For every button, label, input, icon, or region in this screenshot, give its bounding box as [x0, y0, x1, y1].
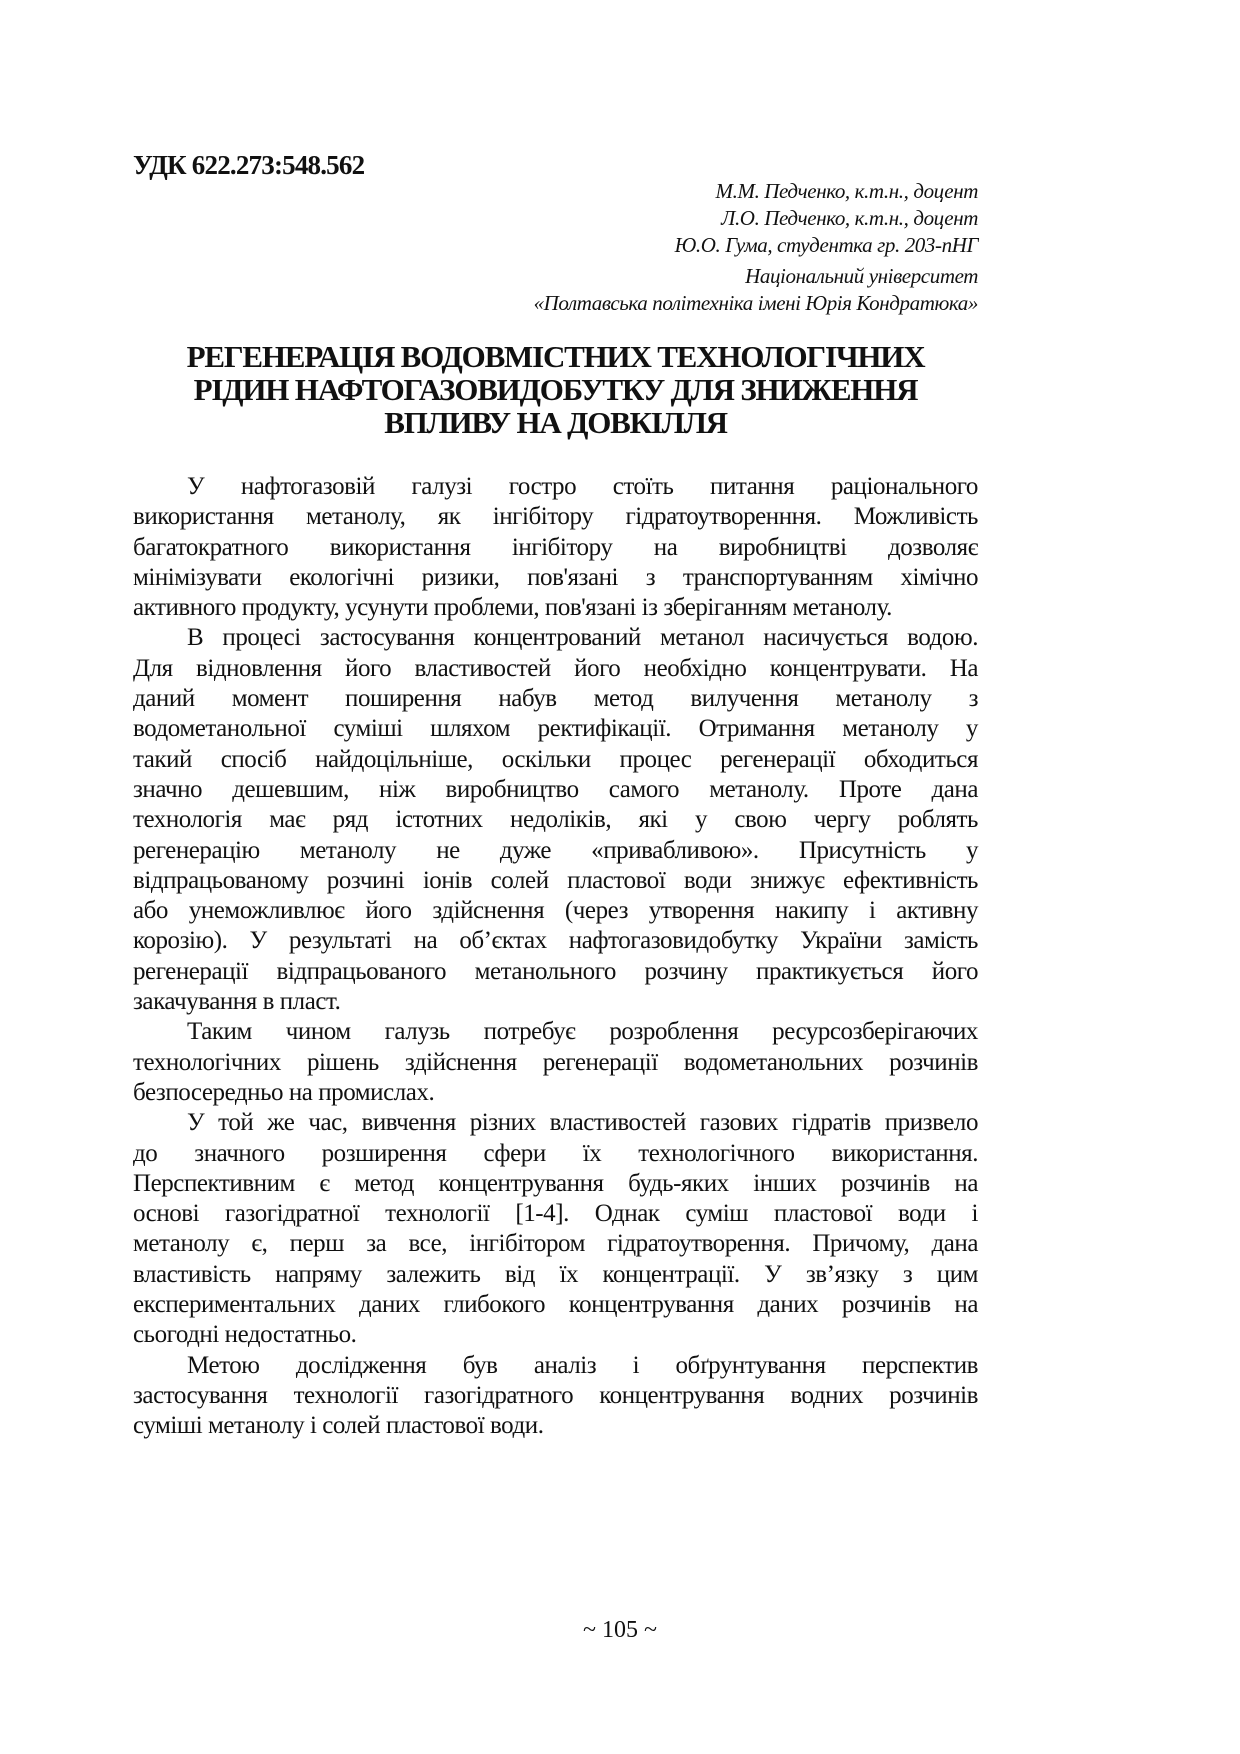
- text-line: значно дешевшим, ніж виробництво самого метанолу. Проте дана: [133, 775, 978, 803]
- paragraph: [133, 1351, 978, 1442]
- text-line: закачування в пласт.: [133, 988, 341, 1016]
- text-line: водометанольної суміші шляхом ректифікації. Отримання метанолу у: [133, 715, 978, 743]
- title-line: РЕГЕНЕРАЦІЯ ВОДОВМІСТНИХ ТЕХНОЛОГІЧНИХ: [186, 339, 925, 374]
- text-line: застосування технології газогідратного концентрування водних розчинів: [133, 1381, 978, 1409]
- text-line: відпрацьованому розчині іонів солей пластової води знижує ефективність: [133, 866, 978, 894]
- text-line: до значного розширення сфери їх технологічного використання.: [133, 1139, 978, 1167]
- text-line: багатократного використання інгібітору на виробництві дозволяє: [133, 533, 978, 561]
- body-text: [133, 472, 978, 1442]
- text-line: або унеможливлює його здійснення (через утворення накипу і активну: [133, 897, 978, 925]
- text-line: У той же час, вивчення різних властивостей газових гідратів призвело: [187, 1109, 978, 1137]
- paragraph: [133, 1108, 978, 1350]
- author: Ю.О. Гума, студентка гр. 203-пНГ: [674, 233, 978, 257]
- page-number: ~ 105 ~: [583, 1617, 657, 1643]
- author: М.М. Педченко, к.т.н., доцент: [715, 179, 978, 203]
- title-line: РІДИН НАФТОГАЗОВИДОБУТКУ ДЛЯ ЗНИЖЕННЯ: [193, 372, 918, 407]
- text-line: сьогодні недостатньо.: [133, 1321, 357, 1349]
- text-line: безпосередньо на промислах.: [133, 1078, 435, 1106]
- paragraph: [133, 623, 978, 1017]
- text-line: мінімізувати екологічні ризики, пов'язані з транспортуванням хімічно: [133, 563, 978, 591]
- text-line: метанолу є, перш за все, інгібітором гідратоутворення. Причому, дана: [133, 1230, 978, 1258]
- text-line: Таким чином галузь потребує розроблення ресурсозберігаючих: [187, 1018, 978, 1046]
- text-line: даний момент поширення набув метод вилучення метанолу з: [133, 685, 978, 713]
- paper-title: [133, 340, 978, 439]
- text-line: В процесі застосування концентрований метанол насичується водою.: [187, 624, 978, 652]
- text-line: суміші метанолу і солей пластової води.: [133, 1412, 544, 1440]
- text-line: регенерацію метанолу не дуже «привабливою». Присутність у: [133, 836, 978, 864]
- text-line: регенерації відпрацьованого метанольного розчину практикується його: [133, 957, 978, 985]
- text-line: активного продукту, усунути проблеми, пов'язані із зберіганням метанолу.: [133, 594, 892, 622]
- authors-block: [534, 178, 978, 317]
- paragraph: [133, 1017, 978, 1108]
- affiliation-line: Національний університет: [745, 264, 978, 288]
- text-line: використання метанолу, як інгібітору гідратоутворенння. Можливість: [133, 503, 978, 531]
- affiliation-line: «Полтавська політехніка імені Юрія Кондратюка»: [533, 291, 978, 315]
- text-line: корозію). У результаті на об’єктах нафтогазовидобутку України замість: [133, 927, 978, 955]
- paragraph: [133, 472, 978, 623]
- title-line: ВПЛИВУ НА ДОВКІЛЛЯ: [384, 405, 727, 440]
- text-line: основі газогідратної технології [1-4]. Однак суміш пластової води і: [133, 1200, 978, 1228]
- text-line: властивість напряму залежить від їх концентрації. У зв’язку з цим: [133, 1260, 978, 1288]
- udk-code: УДК 622.273:548.562: [133, 150, 365, 180]
- text-line: У нафтогазовій галузі гостро стоїть питання раціонального: [187, 473, 978, 500]
- text-line: технологія має ряд істотних недоліків, які у свою чергу роблять: [133, 806, 978, 834]
- author: Л.О. Педченко, к.т.н., доцент: [721, 206, 978, 230]
- text-line: експериментальних даних глибокого концентрування даних розчинів на: [133, 1291, 978, 1319]
- text-line: технологічних рішень здійснення регенерації водометанольних розчинів: [133, 1048, 978, 1076]
- text-line: Перспективним є метод концентрування будь-яких інших розчинів на: [133, 1169, 978, 1197]
- text-line: Метою дослідження був аналіз і обґрунтування перспектив: [187, 1351, 978, 1379]
- text-line: такий спосіб найдоцільніше, оскільки процес регенерації обходиться: [133, 745, 978, 773]
- text-line: Для відновлення його властивостей його необхідно концентрувати. На: [133, 654, 978, 682]
